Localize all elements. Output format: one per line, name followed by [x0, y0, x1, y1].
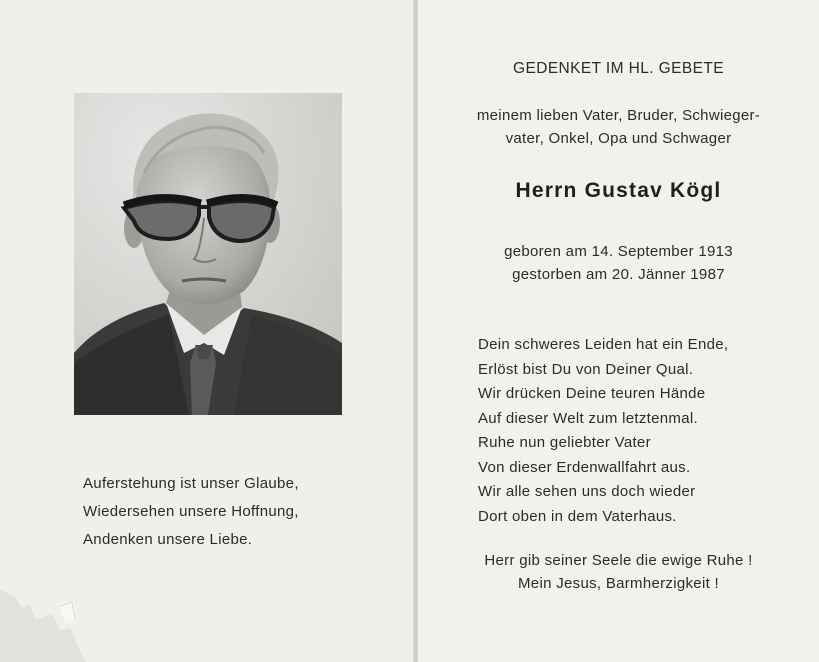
right-panel [418, 0, 819, 662]
faith-quote [83, 470, 383, 554]
poem-line: Dein schweres Leiden hat ein Ende, [478, 336, 729, 353]
faith-quote-line: Auferstehung ist unser Glaube, [83, 475, 299, 492]
relations-line: vater, Onkel, Opa und Schwager [505, 130, 732, 147]
relations-text [418, 104, 819, 150]
life-dates [418, 240, 819, 286]
faith-quote-line: Wiedersehen unsere Hoffnung, [83, 503, 299, 520]
torn-corner [0, 590, 90, 662]
poem-line: Auf dieser Welt zum letztenmal. [478, 409, 698, 427]
poem-line: Dort oben in dem Vaterhaus. [478, 507, 677, 525]
closing-line: Mein Jesus, Barmherzigkeit ! [518, 575, 719, 592]
poem-line: Wir drücken Deine teuren Hände [478, 385, 706, 402]
portrait-image [74, 93, 342, 415]
faith-quote-line: Andenken unsere Liebe. [83, 531, 253, 548]
heading: GEDENKET IM HL. GEBETE [513, 60, 724, 77]
portrait-photo [74, 93, 342, 415]
memorial-poem [478, 333, 798, 529]
deceased-name: Herrn Gustav Kögl [515, 179, 722, 202]
closing-prayer [418, 549, 819, 595]
poem-line: Von dieser Erdenwallfahrt aus. [478, 458, 691, 476]
poem-line: Erlöst bist Du von Deiner Qual. [478, 360, 694, 378]
death-date: gestorben am 20. Jänner 1987 [512, 266, 725, 283]
relations-line: meinem lieben Vater, Bruder, Schwieger- [476, 107, 761, 124]
closing-line: Herr gib seiner Seele die ewige Ruhe ! [484, 552, 753, 569]
birth-date: geboren am 14. September 1913 [504, 243, 733, 260]
poem-line: Ruhe nun geliebter Vater [478, 434, 651, 451]
poem-line: Wir alle sehen uns doch wieder [478, 483, 696, 500]
